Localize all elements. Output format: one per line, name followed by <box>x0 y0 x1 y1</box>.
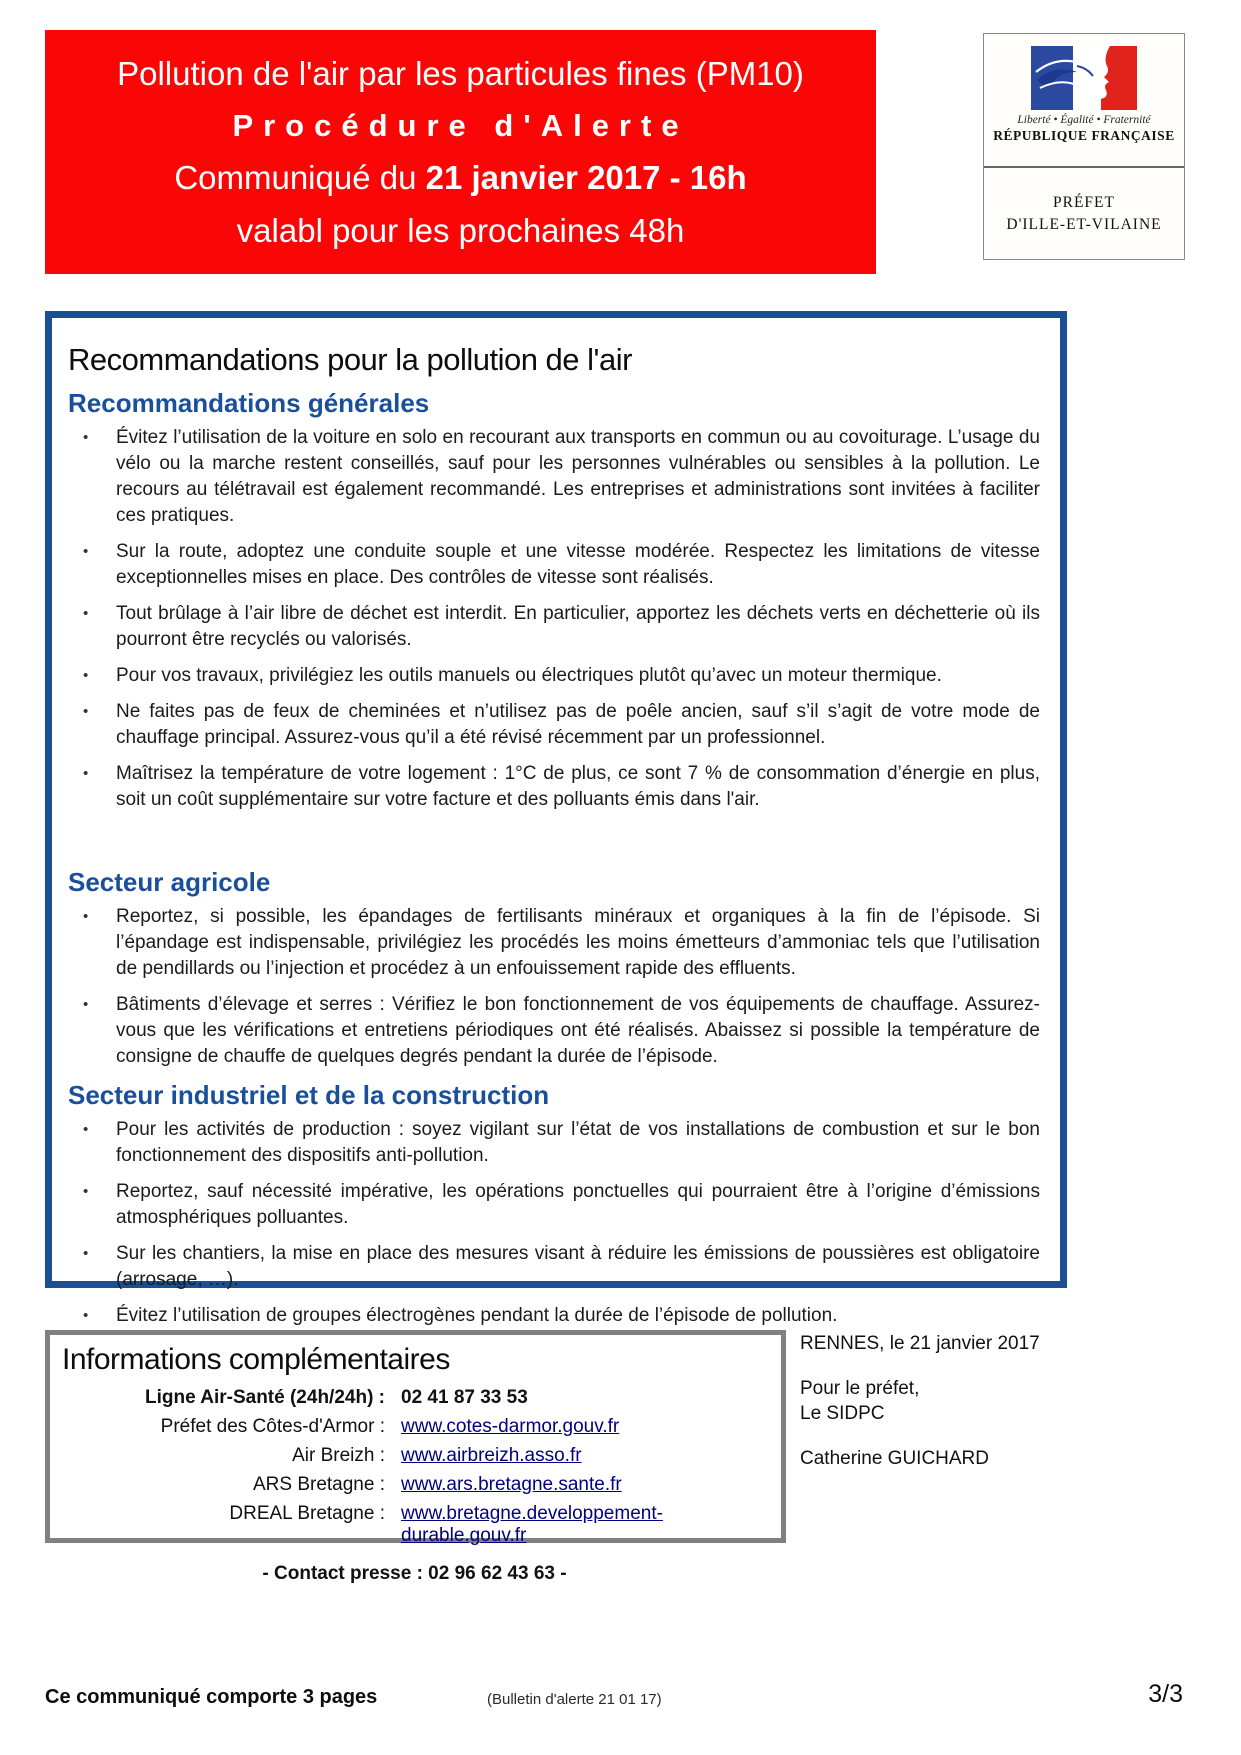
bullet-item: • Tout brûlage à l’air libre de déchet est interdit. En particulier, apportez les déchets verts en déchetterie où ils pourront être recyclés ou valorisés. <box>66 601 1044 653</box>
banner-date-bold: 21 janvier 2017 - 16h <box>425 158 747 196</box>
section-secteur-industriel <box>66 1080 1044 1329</box>
bullet-item: • Ne faites pas de feux de cheminées et n’utilisez pas de poêle ancien, sauf s’il s’agit de votre mode de chauffage principal. Assurez-vous qu’il a été révisé récemment par un professionnel. <box>66 699 1044 751</box>
bullet-item: • Sur les chantiers, la mise en place des mesures visant à réduire les émissions de poussières est obligatoire (arrosage, …). <box>66 1241 1044 1293</box>
section-heading-generales: Recommandations générales <box>68 388 430 418</box>
republique-francaise-label: RÉPUBLIQUE FRANÇAISE <box>993 128 1175 143</box>
signature-for-line: Pour le préfet, <box>800 1378 920 1399</box>
info-label-dreal-bretagne: DREAL Bretagne : <box>229 1503 385 1524</box>
link-dreal-bretagne[interactable]: www.bretagne.developpement-durable.gouv.fr <box>401 1503 663 1546</box>
bullet-item: • Reportez, sauf nécessité impérative, les opérations ponctuelles qui pourraient être à l’origine d’émissions atmosphériques polluantes. <box>66 1179 1044 1231</box>
signature-service: Le SIDPC <box>800 1403 885 1424</box>
section-secteur-agricole <box>66 867 1044 1070</box>
bullet-item: • Maîtrisez la température de votre logement : 1°C de plus, ce sont 7 % de consommation d’énergie en plus, soit un coût supplémentaire sur votre facture et des polluants émis dans l'air. <box>66 761 1044 813</box>
bullet-list-generales <box>66 425 1044 813</box>
info-label-prefet-cotes-darmor: Préfet des Côtes-d'Armor : <box>160 1416 385 1437</box>
bullet-list-industriel <box>66 1117 1044 1329</box>
prefet-departement-label: D'ILLE-ET-VILAINE <box>1006 215 1162 233</box>
bullet-item: • Pour vos travaux, privilégiez les outils manuels ou électriques plutôt qu’avec un moteur thermique. <box>66 663 1044 689</box>
bullet-item: • Évitez l’utilisation de groupes électrogènes pendant la durée de l’épisode de pollution. <box>66 1303 1044 1329</box>
alert-banner <box>45 30 876 274</box>
banner-procedure-alerte: Procédure d'Alerte <box>232 107 689 143</box>
bullet-item: • Reportez, si possible, les épandages de fertilisants minéraux et organiques à la fin de l’épisode. Si l’épandage est indispensable, privilégiez les procédés les moins émetteurs d’ammoniac tels que l’utilisation de pendillards ou l’injection et procédez à un enfouissement rapide des effluents. <box>66 904 1044 982</box>
banner-validity: valabl pour les prochaines 48h <box>236 211 685 249</box>
info-label-ars-bretagne: ARS Bretagne : <box>252 1474 385 1495</box>
bullet-list-agricole <box>66 904 1044 1070</box>
marianne-flag-icon <box>1031 46 1137 110</box>
bullet-item: • Sur la route, adoptez une conduite souple et une vitesse modérée. Respectez les limitations de vitesse exceptionnelles mises en place. Des contrôles de vitesse sont réalisés. <box>66 539 1044 591</box>
banner-communique-prefix: Communiqué du <box>174 158 426 196</box>
prefecture-logo-block <box>983 33 1185 260</box>
banner-pollution-title: Pollution de l'air par les particules fines (PM10) <box>117 54 804 92</box>
contact-presse-line: - Contact presse : 02 96 62 43 63 - <box>262 1563 567 1584</box>
info-value-ligne-air-sante: 02 41 87 33 53 <box>401 1387 528 1408</box>
liberte-egalite-fraternite-motto: Liberté • Égalité • Fraternité <box>1017 114 1151 126</box>
link-cotes-darmor[interactable]: www.cotes-darmor.gouv.fr <box>401 1416 620 1437</box>
bullet-item: • Évitez l’utilisation de la voiture en solo en recourant aux transports en commun ou au covoiturage. L’usage du vélo ou la marche restent conseillés, sauf pour les personnes vulnérables ou sensibles à la pollution. Le recours au télétravail est également recommandé. Les entreprises et administrations sont invitées à faciliter ces pratiques. <box>66 425 1044 529</box>
info-label-air-breizh: Air Breizh : <box>292 1445 385 1466</box>
bullet-item: • Pour les activités de production : soyez vigilant sur l’état de vos installations de combustion et sur le bon fonctionnement des dispositifs anti-pollution. <box>66 1117 1044 1169</box>
footer-page-number: 3/3 <box>1148 1680 1183 1708</box>
signature-name: Catherine GUICHARD <box>800 1448 989 1469</box>
info-contact-rows <box>60 1387 769 1547</box>
signature-place-date: RENNES, le 21 janvier 2017 <box>800 1333 1040 1354</box>
republique-francaise-logo <box>984 34 1184 168</box>
prefet-label: PRÉFET <box>1053 193 1115 211</box>
section-heading-industriel: Secteur industriel et de la construction <box>68 1080 550 1110</box>
signature-block <box>800 1331 1100 1471</box>
link-airbreizh[interactable]: www.airbreizh.asso.fr <box>401 1445 582 1466</box>
recommendations-title: Recommandations pour la pollution de l'air <box>68 342 632 377</box>
info-label-ligne-air-sante: Ligne Air-Santé (24h/24h) : <box>145 1387 385 1408</box>
section-recommandations-generales <box>66 388 1044 813</box>
footer-bulletin-ref: (Bulletin d'alerte 21 01 17) <box>487 1691 662 1708</box>
link-ars-bretagne[interactable]: www.ars.bretagne.sante.fr <box>401 1474 622 1495</box>
bullet-item: • Bâtiments d’élevage et serres : Vérifiez le bon fonctionnement de vos équipements de chauffage. Assurez-vous que les vérifications et entretiens périodiques ont été réalisés. Abaissez si possible la température de consigne de chauffe de quelques degrés pendant la durée de l’épisode. <box>66 992 1044 1070</box>
footer-pages-note: Ce communiqué comporte 3 pages <box>45 1686 378 1708</box>
recommendations-box <box>45 311 1067 1326</box>
info-title: Informations complémentaires <box>62 1343 450 1376</box>
section-heading-agricole: Secteur agricole <box>68 867 271 897</box>
prefet-ille-et-vilaine-block <box>984 168 1184 259</box>
informations-complementaires-box <box>45 1330 786 1584</box>
banner-communique-date <box>174 159 746 197</box>
